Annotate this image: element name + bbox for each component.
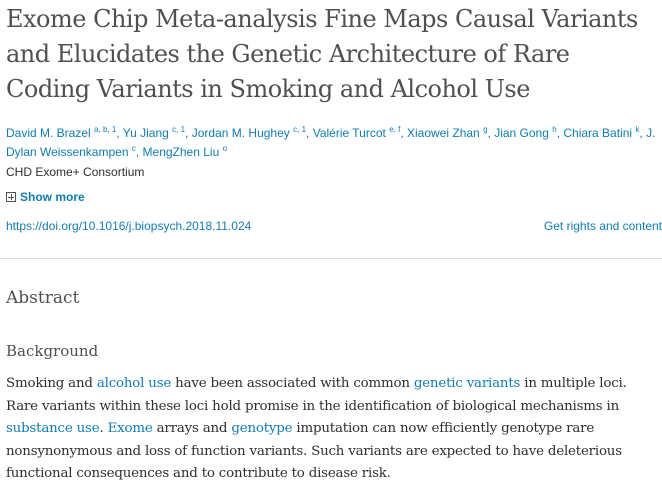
- text-run: imputation can now efficiently genotype rare nonsynonymous and loss of function variants. Such variants are expected to have deleterious functional consequences and to contribute to disease risk.: [6, 421, 622, 481]
- background-heading: Background: [6, 342, 99, 360]
- text-run: have been associated with common: [171, 376, 414, 391]
- author-affiliation: o: [222, 144, 228, 153]
- rights-link[interactable]: Get rights and content: [543, 219, 662, 233]
- author-name: Chiara Batini: [563, 126, 633, 140]
- author-name: Jordan M. Hughey: [191, 126, 290, 140]
- consortium-name: CHD Exome+ Consortium: [6, 165, 145, 179]
- substance-use-link[interactable]: substance use: [6, 421, 100, 436]
- author-link[interactable]: [143, 145, 228, 159]
- author-link[interactable]: [494, 126, 557, 140]
- abstract-heading: Abstract: [6, 288, 80, 308]
- author-affiliation: c: [131, 144, 136, 153]
- author-name: J. Dylan Weissenkampen: [6, 126, 656, 159]
- show-more-button[interactable]: [6, 190, 85, 204]
- text-run: arrays and: [152, 421, 232, 436]
- author-name: Xiaowei Zhan: [407, 126, 480, 140]
- author-affiliation: c, 1: [293, 125, 307, 134]
- author-link[interactable]: [6, 126, 116, 140]
- genetic-variants-link[interactable]: genetic variants: [413, 376, 521, 391]
- plus-icon: [6, 192, 16, 202]
- author-affiliation: g: [483, 125, 488, 134]
- article-title: Exome Chip Meta-analysis Fine Maps Causal Variants and Elucidates the Genetic Architecture of Rare Coding Variants in Smoking and Alcohol Use: [6, 5, 638, 103]
- section-divider: [0, 258, 662, 259]
- author-affiliation: a, b, 1: [94, 125, 117, 134]
- text-run: in multiple loci. Rare variants within these loci hold promise in the identification of biological mechanisms in: [6, 376, 627, 414]
- author-name: David M. Brazel: [6, 126, 91, 140]
- author-link[interactable]: [123, 126, 185, 140]
- author-link[interactable]: [192, 126, 306, 140]
- author-link[interactable]: [407, 126, 488, 140]
- exome-link[interactable]: Exome: [107, 421, 153, 436]
- author-affiliation: h: [552, 125, 557, 134]
- text-run: .: [99, 421, 108, 436]
- author-affiliation: c, 1: [172, 125, 186, 134]
- author-list: David M. Brazel $^{a, b, 1}$, Yu Jiang $^{c, 1}$, Jordan M. Hughey $^{c, 1}$, Valérie Turcot $^{e, f}$, Xiaowei Zhan $^g$, Jian Gong $^h$, Chiara Batini $^k$, J. Dylan Weissenkampen $^c$, MengZhen Liu $^o$: [6, 125, 656, 159]
- author-name: Yu Jiang: [122, 126, 169, 140]
- author-link[interactable]: [313, 126, 401, 140]
- doi-link[interactable]: https://doi.org/10.1016/j.biopsych.2018.11.024: [6, 219, 252, 233]
- author-name: Valérie Turcot: [312, 126, 386, 140]
- author-link[interactable]: [563, 126, 639, 140]
- author-name: Jian Gong: [494, 126, 549, 140]
- author-affiliation: k: [635, 125, 640, 134]
- abstract-paragraph: [6, 373, 656, 486]
- alcohol-use-link[interactable]: alcohol use: [96, 376, 172, 391]
- show-more-label: Show more: [20, 190, 85, 204]
- author-name: MengZhen Liu: [142, 145, 220, 159]
- genotype-link[interactable]: genotype: [231, 421, 293, 436]
- author-affiliation: e, f: [389, 125, 401, 134]
- text-run: Smoking and: [6, 376, 97, 391]
